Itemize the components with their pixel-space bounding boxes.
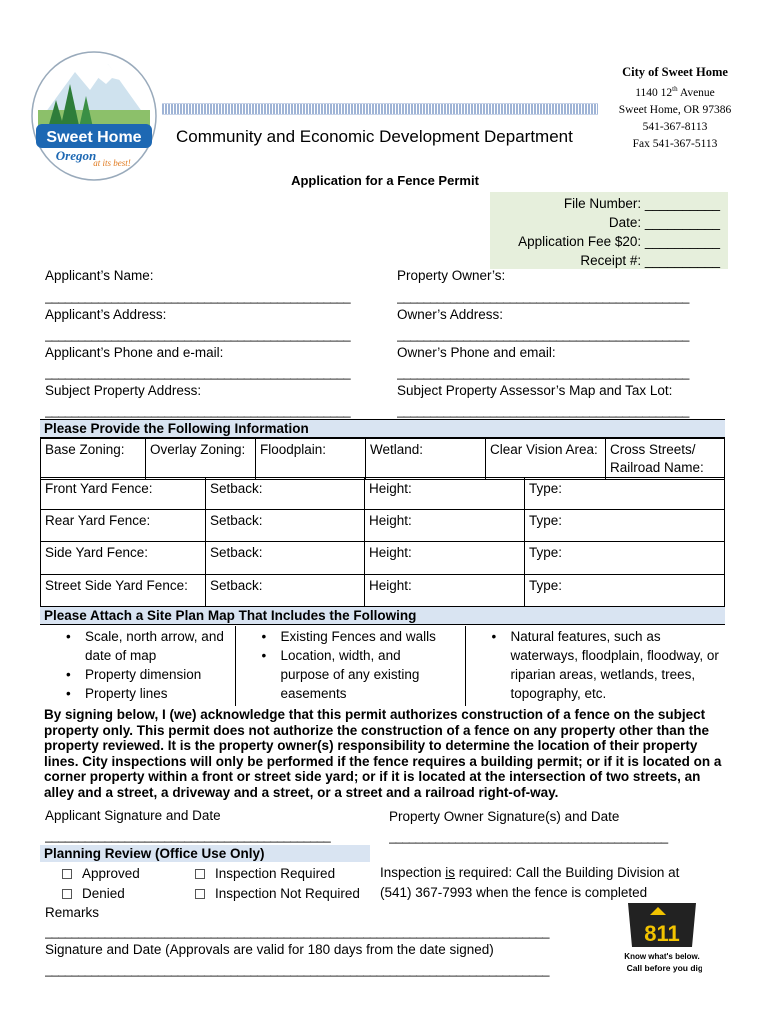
- logo811-line1: Know what's below.: [624, 952, 700, 961]
- applicant-address-input[interactable]: ______________________________________________: [45, 327, 350, 342]
- owner-phone-label: Owner’s Phone and email:: [397, 345, 556, 360]
- planning-signature-label: Signature and Date (Approvals are valid for 180 days from the date signed): [45, 942, 494, 957]
- height-cell[interactable]: Height:: [365, 510, 525, 542]
- site-plan-table: [40, 626, 725, 706]
- sweet-home-logo: [30, 50, 158, 182]
- applicant-phone-input[interactable]: ______________________________________________: [45, 365, 350, 380]
- floodplain-cell[interactable]: Floodplain:: [256, 439, 366, 480]
- city-contact-block: [600, 64, 750, 153]
- denied-checkbox[interactable]: Denied: [62, 886, 125, 901]
- checkbox-icon: [62, 869, 72, 879]
- fence-label: Front Yard Fence:: [41, 478, 206, 510]
- remarks-input[interactable]: ____________________________________________________________________________: [45, 924, 549, 939]
- property-owner-label: Property Owner’s:: [397, 268, 506, 283]
- department-title: Community and Economic Development Department: [176, 127, 573, 146]
- height-cell[interactable]: Height:: [365, 542, 525, 575]
- type-cell[interactable]: Type:: [525, 575, 725, 607]
- checkbox-icon: [195, 889, 205, 899]
- type-cell[interactable]: Type:: [525, 542, 725, 575]
- subject-address-label: Subject Property Address:: [45, 383, 202, 398]
- date-field[interactable]: Date: __________: [608, 215, 720, 230]
- height-cell[interactable]: Height:: [365, 478, 525, 510]
- office-use-box: [490, 192, 728, 269]
- logo-sub: at its best!: [93, 158, 131, 168]
- logo811-number: 811: [644, 921, 680, 946]
- planning-heading: Planning Review (Office Use Only): [40, 845, 370, 862]
- owner-signature-input[interactable]: __________________________________________: [389, 829, 668, 844]
- city-phone: 541-367-8113: [642, 120, 708, 133]
- fence-row: [41, 575, 725, 607]
- fence-row: [41, 478, 725, 510]
- base-zoning-cell[interactable]: Base Zoning:: [41, 439, 146, 480]
- setback-cell[interactable]: Setback:: [206, 542, 365, 575]
- applicant-address-label: Applicant’s Address:: [45, 307, 167, 322]
- applicant-name-input[interactable]: ______________________________________________: [45, 289, 350, 304]
- owner-name-input[interactable]: ____________________________________________: [397, 289, 689, 304]
- subject-address-input[interactable]: ______________________________________________: [45, 403, 350, 418]
- fence-label: Rear Yard Fence:: [41, 510, 206, 542]
- fence-table: [40, 477, 725, 607]
- site-plan-item: • Natural features, such as waterways, floodplain, floodway, or riparian areas, wetlands, trees, topography, etc.: [466, 627, 726, 703]
- fence-row: [41, 542, 725, 575]
- assessor-map-label: Subject Property Assessor’s Map and Tax Lot:: [397, 383, 673, 398]
- call-811-logo: [622, 897, 702, 977]
- owner-address-label: Owner’s Address:: [397, 307, 504, 322]
- fence-label: Street Side Yard Fence:: [41, 575, 206, 607]
- checkbox-icon: [195, 869, 205, 879]
- city-state: Sweet Home, OR 97386: [618, 103, 732, 116]
- info-table: [40, 438, 725, 480]
- owner-phone-input[interactable]: ____________________________________________: [397, 365, 689, 380]
- site-plan-heading: Please Attach a Site Plan Map That Includes the Following: [40, 607, 725, 625]
- header-rule: [162, 103, 598, 115]
- setback-cell[interactable]: Setback:: [206, 510, 365, 542]
- info-section-heading: Please Provide the Following Information: [40, 419, 725, 438]
- site-plan-item: • Scale, north arrow, and date of map: [40, 627, 230, 665]
- inspection-note: Inspection is required: Call the Building Division at: [380, 865, 680, 880]
- overlay-zoning-cell[interactable]: Overlay Zoning:: [146, 439, 256, 480]
- logo-tagline: Oregon: [55, 148, 97, 163]
- city-address: 1140 12th Avenue: [635, 85, 715, 99]
- planning-signature-input[interactable]: ____________________________________________________________________________: [45, 962, 549, 977]
- site-plan-item: • Property dimension: [40, 665, 230, 684]
- approved-checkbox[interactable]: Approved: [62, 866, 140, 881]
- owner-signature-label: Property Owner Signature(s) and Date: [389, 809, 620, 824]
- city-name: City of Sweet Home: [622, 65, 728, 79]
- clear-vision-cell[interactable]: Clear Vision Area:: [486, 439, 606, 480]
- setback-cell[interactable]: Setback:: [206, 575, 365, 607]
- applicant-signature-input[interactable]: ___________________________________________: [45, 828, 331, 843]
- assessor-map-input[interactable]: ____________________________________________: [397, 403, 689, 418]
- site-plan-item: • Existing Fences and walls: [236, 627, 465, 646]
- owner-address-input[interactable]: ____________________________________________: [397, 327, 689, 342]
- inspection-note-phone: (541) 367-7993 when the fence is completed: [380, 885, 648, 900]
- applicant-phone-label: Applicant’s Phone and e-mail:: [45, 345, 224, 360]
- fee-field[interactable]: Application Fee $20: __________: [518, 234, 720, 249]
- file-number-field[interactable]: File Number: __________: [563, 196, 720, 211]
- applicant-name-label: Applicant’s Name:: [45, 268, 154, 283]
- remarks-label: Remarks: [45, 905, 100, 920]
- wetland-cell[interactable]: Wetland:: [366, 439, 486, 480]
- applicant-signature-label: Applicant Signature and Date: [45, 808, 221, 823]
- inspection-not-required-checkbox[interactable]: Inspection Not Required: [195, 886, 360, 901]
- setback-cell[interactable]: Setback:: [206, 478, 365, 510]
- fence-label: Side Yard Fence:: [41, 542, 206, 575]
- receipt-field[interactable]: Receipt #: __________: [580, 253, 720, 268]
- site-plan-item: • Property lines: [40, 684, 230, 703]
- logo-name: Sweet Home: [46, 129, 142, 146]
- height-cell[interactable]: Height:: [365, 575, 525, 607]
- fence-row: [41, 510, 725, 542]
- inspection-required-checkbox[interactable]: Inspection Required: [195, 866, 335, 881]
- checkbox-icon: [62, 889, 72, 899]
- acknowledgement-text: By signing below, I (we) acknowledge that this permit authorizes construction of a fence on the subject property only. This permit does not authorize the construction of a fence on any property other than the property reviewed. It is the property owner(s) responsibility to determine the location of their property lines. City inspections will only be performed if the fence requires a building permit; or if it is located on a corner property within a front or street side yard; or if it is located at the intersection of two streets, an alley and a street, a driveway and a street, or a street and a railroad right-of-way.: [44, 707, 722, 800]
- logo811-line2: Call before you dig.: [626, 963, 702, 973]
- site-plan-item: • Location, width, and purpose of any existing easements: [236, 646, 465, 703]
- city-fax: Fax 541-367-5113: [632, 137, 718, 150]
- type-cell[interactable]: Type:: [525, 478, 725, 510]
- cross-streets-cell[interactable]: Cross Streets/ Railroad Name:: [606, 439, 725, 480]
- form-title: Application for a Fence Permit: [291, 173, 479, 188]
- type-cell[interactable]: Type:: [525, 510, 725, 542]
